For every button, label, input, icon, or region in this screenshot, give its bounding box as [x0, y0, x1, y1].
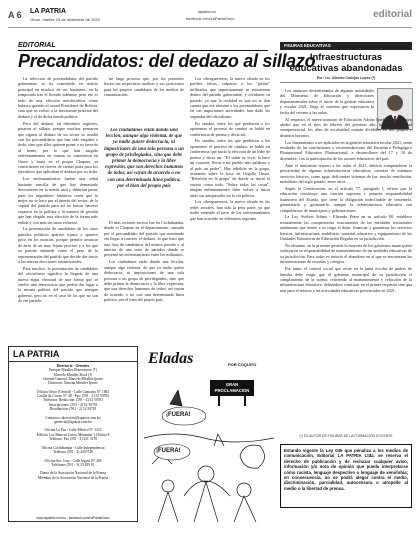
staff-footer-link[interactable]: www.lapatria.com.bo - facebook.com/LaPatriaOruro — [36, 515, 110, 520]
staff-line: Distribución: (591 - 2) 52 50781 — [49, 406, 97, 411]
figuras-paragraph: Al respecto, el nuevo ministro de Educación Adrián Quelca Tarqui, quien aludió que en el mes de febrero del próximo año, hay la posibilidad semipresencial, los años de escolaridad estarán divididos en dos grupos y distintos horarios. — [280, 116, 412, 138]
header-facebook[interactable]: facebook.com/LaPatriaOruro — [186, 17, 235, 21]
staff-lines — [9, 362, 137, 480]
staff-line: Teléfonos: Redacción: (591 - 2) 52 50781 — [42, 398, 104, 403]
col3-paragraph: Los ciberguerreros, la nueva oleada en los perfiles falsos, culparon a los "pititas" infiltrados que supuestamente se encuentran dentro del partido gobernante, y olvidaron su pasado, ya que la realidad es que no se dan cuenta que ese término a los precandidatos que en sus importantes actividades han dado las segundas del oficialismo. — [190, 76, 270, 119]
editorial-column-1 — [18, 76, 98, 324]
header-web[interactable]: lapatria.bo — [198, 10, 216, 14]
staff-line: Teléfono: Fax (591 - 2) 231 3378 — [49, 437, 97, 442]
col1-paragraph: La selección de precandidatos del partido gobernante, se ha convertido en noticia principal en muchos de sus bastiones, en la temporada tras el llevado adelante, pero ese es todo de una elección meritocrática cómo hubiera querido el actual Presidente de Bolivia, sino que se volvió a la inexistente práctica del dedazo y el de dicha tienda política. — [18, 76, 98, 119]
figuras-label: FIGURAS EDUCATIVAS — [280, 42, 412, 50]
staff-line: Oficina Cochabamba - Calle Independencia — [41, 445, 105, 450]
cartoon-illustration — [144, 346, 274, 522]
editorial-column-2 — [104, 76, 184, 324]
section-label: editorial — [373, 9, 412, 20]
legal-notice-box — [280, 444, 412, 508]
editorial-column-3 — [190, 76, 270, 324]
col3-paragraph: En cambio, entre los que perdieron a los oponentes el proceso de cambio se habló en conferencia de prensa y decía así. — [190, 120, 270, 137]
cartoon-shout: ¡FUERA! — [156, 448, 181, 454]
staff-line: Oficina Oruro (Central) - Calle Camacho N° 1892 — [36, 389, 110, 394]
figuras-footnote: (*) ES AUTOR DE FIGURAS DE LA FORMACIÓN DOCENTE — [299, 434, 393, 438]
cartoon-shout: ¡FUERA! — [166, 412, 191, 418]
cartoon-sign: GRAN PROCLAMACION — [214, 382, 250, 393]
staff-line: Miembro de la Asociación Nacional de la Prensa — [37, 475, 109, 480]
staff-line: Enrique Miralles Bonecarrere (†) — [49, 368, 97, 373]
col3-paragraph: Los ciberguerreros, la nueva oleada en las redes sociales, han sido la peor parte, ya que nadie entiende el peso de los enfrentamientos que han ocurrido en diferentes regiones. — [190, 199, 270, 221]
header-rule — [8, 27, 412, 28]
staff-line: Teléfono (591 - 4) 4455728 — [53, 449, 93, 454]
staff-line: Teléfonos (591 - 3) 33 489 91 — [51, 462, 95, 467]
figuras-byline: Por: Lic. Alberto Callejas López (*) — [316, 76, 376, 80]
editorial-kicker: EDITORIAL — [18, 42, 56, 49]
staff-line: Directorio - Gerentes — [56, 364, 90, 368]
cartoon-brand: Eladas — [148, 350, 194, 367]
staff-line: Casilla de Correo N° 48 - Fax: (591 - 2) 52 50782 — [37, 394, 109, 399]
figuras-paragraph: Según la Constitución, en el artículo 77, parágrafo I, refiere que la educación constituye una función suprema y primera responsabilidad financiera del Estado, que tiene la obligación indeclinable de sostenerla, garantizarla y gestionarla, aunque la infraestructura educativa son competencias de municipios y gobernaciones. — [280, 185, 412, 213]
figuras-paragraph: La Ley Avelino Siñani - Elizardo Pérez en su artículo 80, establece textualmente las competencias concurrentes de las entidades territoriales autónomas que tienen a su cargo el dotar, financiar y garantizar los servicios básicos, infraestructura, mobiliario, material educativo y equipamiento de las Unidades Educativas de Educación Regular en su jurisdicción. — [280, 214, 412, 242]
staff-line: Oficina La Paz - Calle México N° 1433 — [44, 428, 102, 433]
page-number: A 6 — [8, 10, 22, 20]
col2-paragraph: Los ciudadanos están dando una lección, aunque algo violenta, de que ya nadie quiere dedocracia, ni imposiciones de una sola persona o un grupo de privilegiados, sino que debe primar la democracia y la libre expresión, que son derechos humanos de todos, así vayan de acuerdo o no con una determinada línea política, por el bien del propio país. — [104, 259, 184, 303]
figuras-paragraph: Los lineamientos a ser aplicados en la gestión educativa escolar 2021, serán resultado de las conclusiones y recomendaciones del Encuentro Pedagógico Plurinacional Educativo Plurinacional, a desarrollarse del 17 y 18 de diciembre, con la participación de los actores educativos del país. — [280, 139, 412, 161]
col2-paragraph: El más reciente suceso fue en Cochabamba, donde el Chapare en el departamento, causado por el precandidato del partido que nominado sin llegar a conocer el dedazo, lo que hizo que una lista de candidatos del mismo partido y al interior de una serie de partidos donde se presentó un enfrentamiento entre los militantes. — [104, 220, 184, 258]
figuras-paragraph: Ante el inminente retorno a las aulas el 2021, debería comprenderse la precariedad de algunas infraestructuras educativas, carentes de mínimos servicios básicos, como agua, deficientes sistemas de luz, mucha ventilación, mobiliario del siglo pasado, entre otros. — [280, 162, 412, 184]
staff-line: Edificio Los Blancos Lirios, Mezanine 1 Oficina 8 — [36, 432, 110, 437]
col2-paragraph: un largo proceso que, por los presentes hacen sus respectivos análisis y sus posiciones para los propios candidatos de los medios de comunicación. — [104, 76, 184, 98]
staff-line: Marcelo Miralles Bová (†) — [53, 372, 93, 377]
staff-masthead: LA PATRIA — [9, 347, 137, 362]
staff-line: gerencia@lapatria.com.bo — [54, 419, 92, 424]
byline-rule — [280, 82, 412, 83]
column-article — [280, 42, 412, 526]
col1-paragraph: Pero del dedazo, en diferentes regiones, pasaron al sillazo, porque muchos pensaron que siguen al dedazo de un sector se acudió con los precandidatos que han sido elegidos a dedo, sino que ellos quieren poner a su favorito al frente, por lo que han surgido enfrentamientos en cuanto se conocieron en Oruro y hasta en el propio Chapare, se convirtieron en cierres de ciertas pista para los ejecutivos que aplicaban el dedazo por su ficha. — [18, 120, 98, 175]
staff-line: Suscripciones: (591 - 2) 52 50781 — [48, 402, 98, 407]
figuras-paragraph: No obstante, en la presente gestión la mayoría de los gobiernos municipales soslayaron su responsabilidad de mantenimiento de las unidades educativas de su jurisdicción. Para todos es notorio el abandono en el que se encuentran las infraestructuras de escuelas y colegios. — [280, 242, 412, 265]
page-header — [8, 6, 412, 28]
col1-paragraph: Los enfrentamientos fueron una señal bastante sencilla de que hay demasiado descontento en la tienda azul y deberían pasar, pues los seguidores fanáticos creen que lo mejor no se hace por el interés del sector, de la capital del partido para así no buscar hacerse espacios en la política y la manera de gestión que han elegido esta elección de la forma más reñida y con más sin tanto esfuerzo. — [18, 176, 98, 225]
col3-paragraph: En cambio, entre los que perdieron a los oponentes el proceso de cambio, se habló en conferencia que hacía la elección de un líder de prensa y decía así: "El soñar es vivir, la hace mi corazón, llevar a mi pueblo mis palabras y al país un poder". Hay rebelión en la grupa, acusando sobre la base de Orgullo Oruro, "Rebelión en la grupa" de donde se inició el suceso como todo, "Sobre todas las cosas", ningún enfrentamiento debe volver a mirar atrás sus antepasados en la vía política. — [190, 138, 270, 198]
header-date: Oruro, martes 15 de diciembre de 2020 — [30, 17, 100, 22]
legal-notice-text: Estando vigente la Ley 045 que penaliza a los medios de comunicación, Editorial LA PATRIA Ltda. se reserva el derecho de publicación y de rechazar cualquier aviso, información y/o nota de opinión que pueda interpretarse como racista, lenguaje despectivo o lenguaje de xenofobia; en consecuencia, no se podrá alegar contra el medio, discriminación, parcialidad, autocensura o atropello al medio o la libertad de prensa. — [284, 448, 408, 491]
staff-box — [8, 346, 138, 522]
staff-line: Directora: Ximena Miralles Iporre — [48, 381, 98, 386]
col1-paragraph: Para muchos, la presentación de candidatos del oficialismo significa la llegada de una nueva etapa electoral de una forma que se vuelve una democracia que podría dar lugar a la misma política del partido que siempre gobernó, pero no en el caso de los que no son de ese partido. — [18, 265, 98, 304]
header-masthead: LA PATRIA — [30, 8, 67, 15]
figuras-paragraph: Por tanto, el control social que recae en la junta escolar de padres de familia debe exigir que el gobierno municipal de su jurisdicción el cumplimiento de la norma, refiriendo al mantenimiento y refacción de la infraestructura educativa, debiéndose constituir en el primer requisito sine qua non para el retorno a las actividades educativas presenciales en 2021. — [280, 266, 412, 293]
pull-quote: Los ciudadanos están dando una lección, aunque algo violenta, de que ya nadie quiere dedocracia, ni imposiciones de una sola persona o un grupo de privilegiados, sino que debe primar la democracia y la libre expresión, que son derechos humanos de todos, así vayan de acuerdo o no con una determinada línea política, por el bien del propio país — [104, 128, 184, 189]
staff-line: Oficina Sta. Cruz - Calle Ingavi N° 268 — [44, 458, 102, 463]
staff-line: Diario de la Asociación Nacional de la Prensa — [40, 471, 106, 476]
staff-line: Gerente General: Marcelo Miralles Iporre — [42, 376, 104, 381]
figuras-title: Infraestructuras educativas abandonadas — [289, 52, 403, 74]
cartoon-author: POR COQUITO — [228, 362, 257, 367]
editorial-title: Precandidatos: del dedazo al sillazo — [18, 51, 316, 71]
staff-line: Contactos: direccion@lapatria.com.bo — [45, 415, 101, 420]
col1-paragraph: La presentación de candidatos de los otros partidos políticos aparece trunca y aparece poco en los noticias, porque permite arrancar de atrás de un muy lejano proceso y a los que su partido entiende como el peso de la representación del partido que decide dar inicio a las nuevas elecciones subnacionales. — [18, 226, 98, 264]
figuras-paragraph: Los anuncios desenfrenados de algunas autoridades del Ministerio de Educación y direcciones departamentales sobre el inicio de la gestión educativa y escolar 2021, llega al extremo que expresaron la fecha del retorno a las aulas. — [280, 88, 374, 115]
figuras-body — [280, 88, 412, 418]
cartoon — [144, 346, 274, 522]
